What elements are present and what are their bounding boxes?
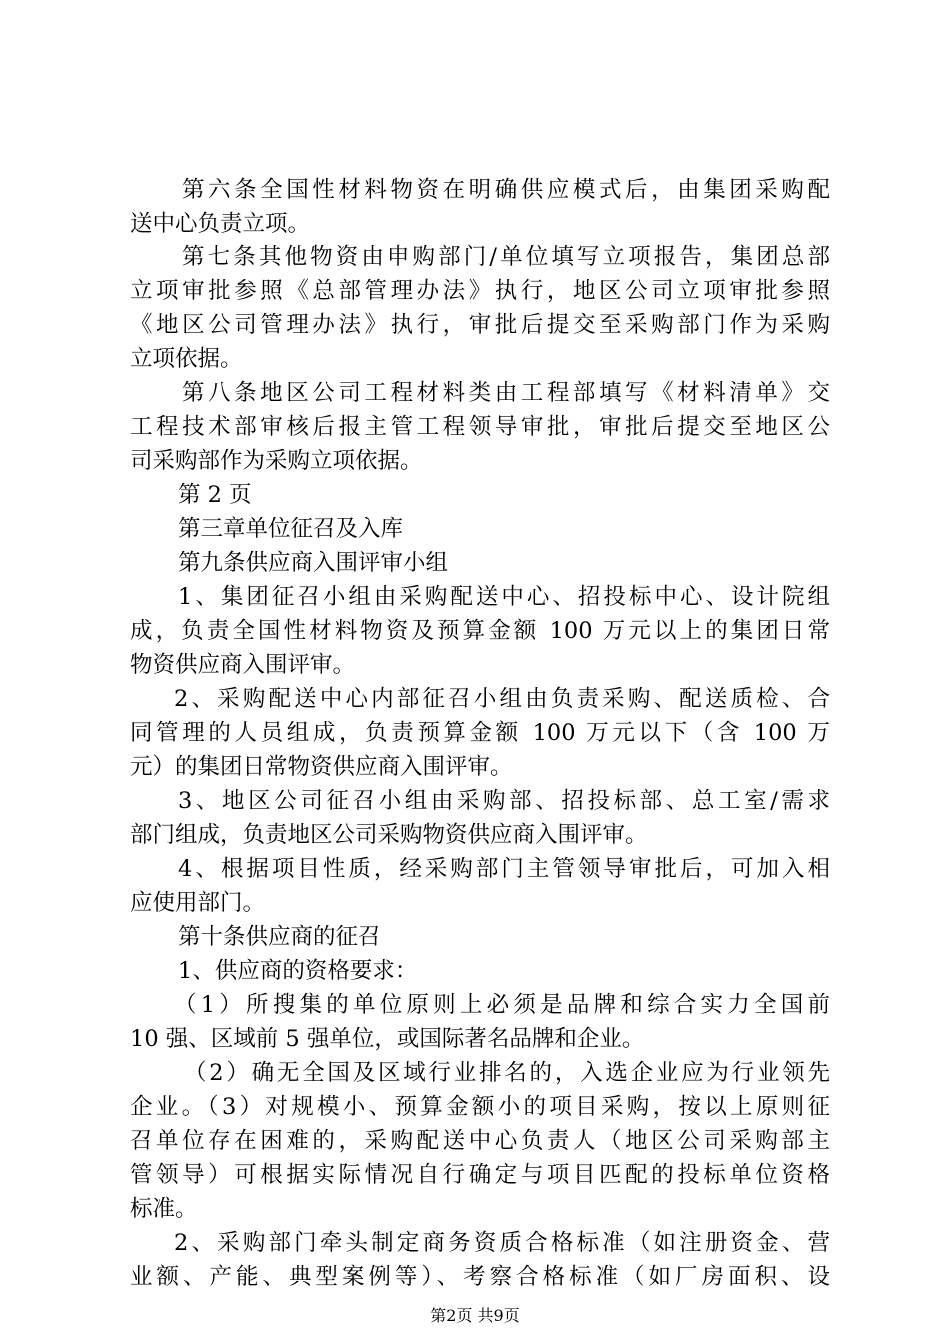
article-heading: 第十条供应商的征召 [178,924,381,950]
text-line: 1、供应商的资格要求： [178,958,418,984]
text-line: （2）确无全国及区域行业排名的，入选企业应为行业领先 [184,1060,830,1086]
text-line: 第八条地区公司工程材料类由工程部填写《材料清单》交 [182,380,830,406]
text-line: 司采购部作为采购立项依据。 [130,448,423,474]
text-line: 第六条全国性材料物资在明确供应模式后，由集团采购配 [182,177,830,203]
text-line: 第七条其他物资由申购部门/单位填写立项报告，集团总部 [182,244,830,270]
text-line: 工程技术部审核后报主管工程领导审批，审批后提交至地区公 [130,414,830,440]
text-line: 《地区公司管理办法》执行，审批后提交至采购部门作为采购 [130,312,830,338]
page-marker: 第 2 页 [178,482,252,508]
text-line: 管领导）可根据实际情况自行确定与项目匹配的投标单位资格 [130,1162,830,1188]
text-line: 应使用部门。 [130,890,266,916]
text-line: 元）的集团日常物资供应商入围评审。 [130,754,513,780]
text-line: 10 强、区域前 5 强单位，或国际著名品牌和企业。 [130,1026,645,1052]
text-line: 立项依据。 [130,346,243,372]
text-line: 2、采购配送中心内部征召小组由负责采购、配送质检、合 [174,686,830,712]
article-heading: 第九条供应商入围评审小组 [178,550,449,576]
text-line: 送中心负责立项。 [130,211,311,237]
text-line: 成，负责全国性材料物资及预算金额 100 万元以上的集团日常 [130,618,830,644]
text-line: 物资供应商入围评审。 [130,652,356,678]
text-line: 立项审批参照《总部管理办法》执行，地区公司立项审批参照 [130,278,830,304]
text-line: 2、采购部门牵头制定商务资质合格标准（如注册资金、营 [174,1230,830,1256]
text-line: （1）所搜集的单位原则上必须是品牌和综合实力全国前 [174,992,830,1018]
text-line: 1、集团征召小组由采购配送中心、招投标中心、设计院组 [178,584,830,610]
chapter-heading: 第三章单位征召及入库 [178,516,404,542]
text-line: 标准。 [130,1196,198,1222]
text-line: 业额、产能、典型案例等）、考察合格标准（如厂房面积、设 [130,1264,830,1290]
text-line: 企业。（3）对规模小、预算金额小的项目采购，按以上原则征 [130,1094,830,1120]
page-footer: 第2页 共9页 [430,1306,520,1325]
text-line: 4、根据项目性质，经采购部门主管领导审批后，可加入相 [178,856,830,882]
text-line: 同管理的人员组成，负责预算金额 100 万元以下（含 100 万 [130,720,830,746]
text-line: 3、地区公司征召小组由采购部、招投标部、总工室/需求 [178,788,830,814]
text-line: 部门组成，负责地区公司采购物资供应商入围评审。 [130,822,648,848]
text-line: 召单位存在困难的，采购配送中心负责人（地区公司采购部主 [130,1128,830,1154]
